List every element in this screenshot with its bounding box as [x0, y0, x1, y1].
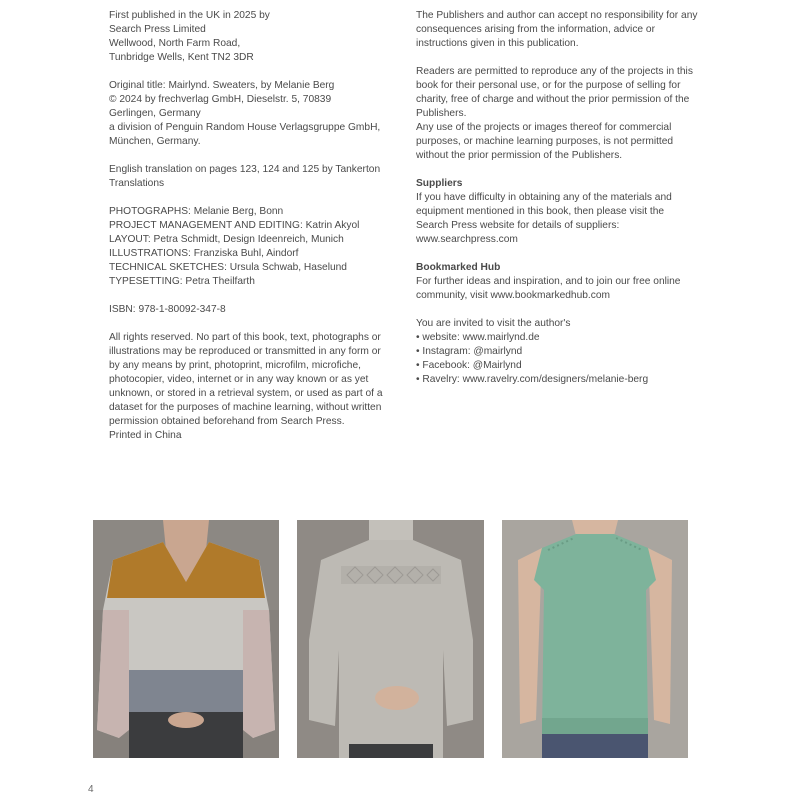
text-line: Printed in China [109, 430, 182, 441]
text-line: unknown, or stored in a retrieval system, or used as part of a [109, 388, 383, 399]
text-line: München, Germany. [109, 136, 201, 147]
imprint-left-column [109, 9, 394, 457]
text-line: You are invited to visit the author's [416, 318, 571, 329]
facebook-item: • Facebook: @Mairlynd [416, 360, 522, 371]
striped-sweater-photo [93, 520, 279, 758]
grey-sweater-photo [297, 520, 484, 758]
text-line: consequences arising from the information, advice or [416, 24, 655, 35]
text-line: Tunbridge Wells, Kent TN2 3DR [109, 52, 254, 63]
publisher-address [109, 9, 394, 65]
text-line: by any means by print, photoprint, microfilm, microfiche, [109, 360, 361, 371]
mint-top-photo [502, 520, 688, 758]
text-line: LAYOUT: Petra Schmidt, Design Ideenreich, Munich [109, 234, 344, 245]
suppliers-section [416, 177, 698, 247]
suppliers-heading: Suppliers [416, 178, 463, 189]
text-line: Readers are permitted to reproduce any of the projects in this [416, 66, 693, 77]
reproduction-notice [416, 65, 698, 163]
rights-notice [109, 331, 394, 443]
searchpress-link: www.searchpress.com [416, 234, 518, 245]
text-line: Publishers. [416, 108, 467, 119]
text-line: TECHNICAL SKETCHES: Ursula Schwab, Haselund [109, 262, 347, 273]
imprint-right-column [416, 9, 698, 401]
page-number: 4 [88, 784, 94, 795]
translation-info [109, 163, 394, 191]
original-title-info [109, 79, 394, 149]
liability-notice [416, 9, 698, 51]
credits [109, 205, 394, 289]
text-line: All rights reserved. No part of this book, text, photographs or [109, 332, 381, 343]
text-line: without the prior permission of the Publishers. [416, 150, 623, 161]
instagram-item: • Instagram: @mairlynd [416, 346, 523, 357]
text-line: Wellwood, North Farm Road, [109, 38, 241, 49]
mint-top-illustration [502, 520, 688, 758]
ravelry-item: • Ravelry: www.ravelry.com/designers/melanie-berg [416, 374, 649, 385]
text-line: For further ideas and inspiration, and to join our free online [416, 276, 681, 287]
text-line: a division of Penguin Random House Verlagsgruppe GmbH, [109, 122, 381, 133]
text-line: permission obtained beforehand from Search Press. [109, 416, 345, 427]
text-line: If you have difficulty in obtaining any of the materials and [416, 192, 672, 203]
text-line: First published in the UK in 2025 by [109, 10, 270, 21]
text-line: dataset for the purposes of machine learning, without written [109, 402, 382, 413]
text-line: Any use of the projects or images thereof for commercial [416, 122, 672, 133]
text-line: English translation on pages 123, 124 and 125 by Tankerton [109, 164, 381, 175]
text-line: Search Press Limited [109, 24, 206, 35]
text-line: instructions given in this publication. [416, 38, 579, 49]
text-line: ISBN: 978-1-80092-347-8 [109, 304, 226, 315]
text-line: purposes, or machine learning purposes, is not permitted [416, 136, 674, 147]
text-line: book for their personal use, or for the purpose of selling for [416, 80, 681, 91]
text-line: Search Press website for details of suppliers: [416, 220, 620, 231]
bookmarked-section [416, 261, 698, 303]
text-line: TYPESETTING: Petra Theilfarth [109, 276, 255, 287]
author-links [416, 317, 698, 387]
website-item: • website: www.mairlynd.de [416, 332, 540, 343]
grey-sweater-illustration [297, 520, 484, 758]
text-line: Original title: Mairlynd. Sweaters, by Melanie Berg [109, 80, 335, 91]
text-line: Translations [109, 178, 165, 189]
striped-sweater-illustration [93, 520, 279, 758]
text-line: PHOTOGRAPHS: Melanie Berg, Bonn [109, 206, 284, 217]
text-line: PROJECT MANAGEMENT AND EDITING: Katrin Akyol [109, 220, 360, 231]
bookmarked-heading: Bookmarked Hub [416, 262, 501, 273]
text-line: The Publishers and author can accept no responsibility for any [416, 10, 698, 21]
text-line: Gerlingen, Germany [109, 108, 201, 119]
text-line: photocopier, video, internet or in any way known or as yet [109, 374, 369, 385]
text-line: charity, free of charge and without the prior permission of the [416, 94, 690, 105]
text-line: ILLUSTRATIONS: Franziska Buhl, Aindorf [109, 248, 299, 259]
text-line: illustrations may be reproduced or transmitted in any form or [109, 346, 381, 357]
text-line: equipment mentioned in this book, then please visit the [416, 206, 665, 217]
isbn [109, 303, 394, 317]
text-line: © 2024 by frechverlag GmbH, Dieselstr. 5, 70839 [109, 94, 332, 105]
text-line: community, visit www.bookmarkedhub.com [416, 290, 611, 301]
